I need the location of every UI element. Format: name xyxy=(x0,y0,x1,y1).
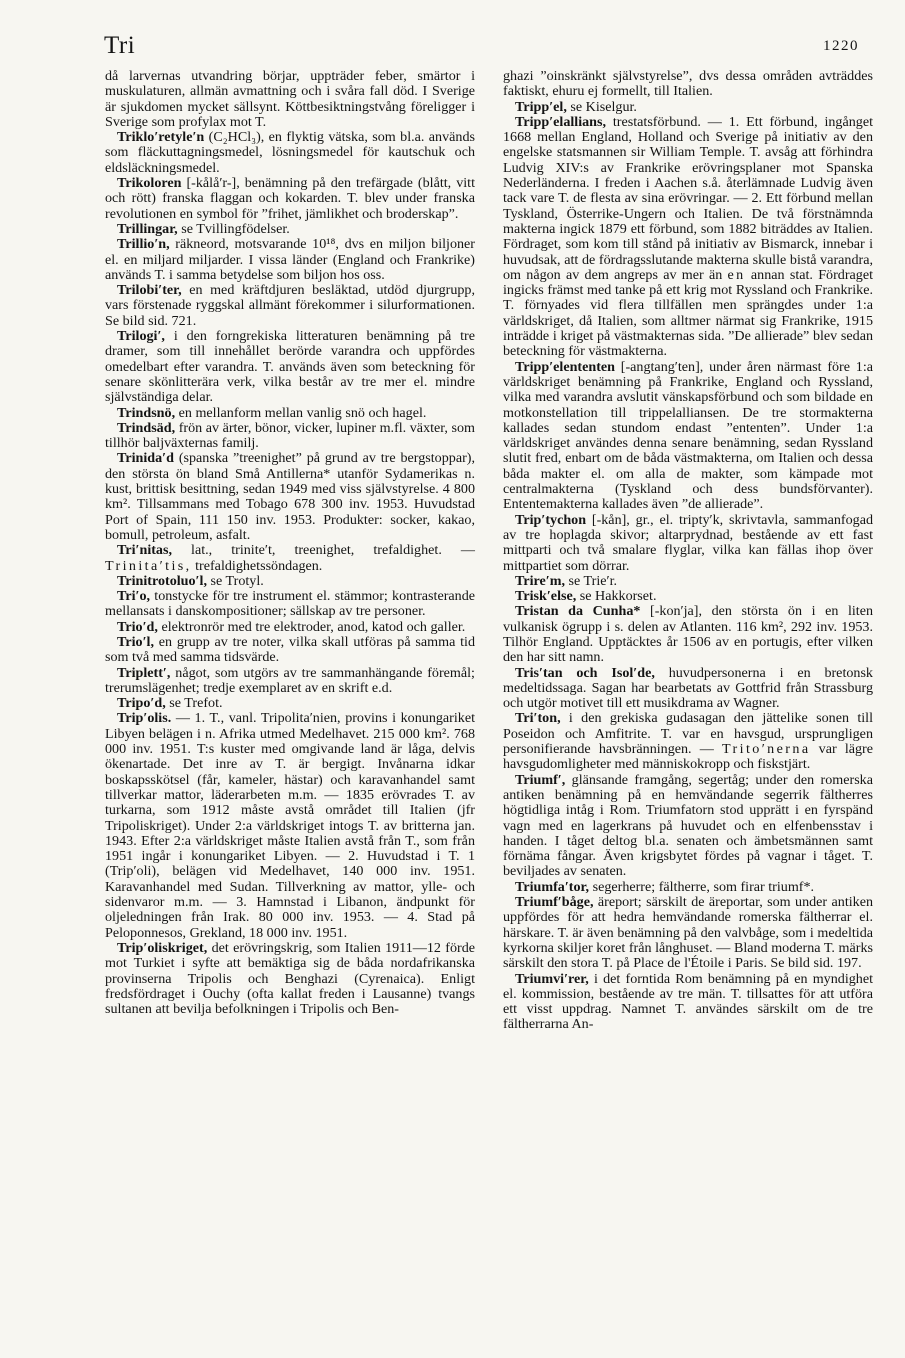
entry-headword: Trilobi′ter, xyxy=(117,282,182,299)
entry-headword: Triumfa′tor, xyxy=(515,878,590,895)
entry-definition: se Trie′r. xyxy=(568,572,618,589)
entry-definition: i den grekiska gudasagan den jättelike sonen till Poseidon och Amfitrite. T. var en havsgud, ursprungligen personifierande havsbränningen. — xyxy=(503,710,873,758)
dictionary-entry xyxy=(503,972,873,1033)
entry-headword: Tri′nitas, xyxy=(117,542,172,559)
entry-definition: en grupp av tre noter, vilka skall utföras på samma tid som två med samma tidsvärde. xyxy=(105,633,475,666)
entry-continuation xyxy=(503,69,873,100)
entry-definition: elektronrör med tre elektroder, anod, katod och galler. xyxy=(161,618,466,635)
dictionary-entry xyxy=(105,620,475,635)
entry-definition: i det forntida Rom benämning på en myndighet el. kommission, bestående av tre män. T. tillsattes för att utföra ett visst uppdrag. Namnet T. användes särskilt om de tre fältherrarna An- xyxy=(503,970,873,1033)
entry-definition: en mellanform mellan vanlig snö och hagel. xyxy=(178,404,427,421)
entry-definition: i den forngrekiska litteraturen benämning på tre dramer, som till innehållet berörde varandra och uppfördes omedelbart efter varandra. T. används även som beteckning för senare skönlitterära verk, vilka består av tre mer el. mindre självständiga delar. xyxy=(105,328,476,406)
entry-definition: [-kålå′r-], benämning på den trefärgade (blått, vitt och rött) franska flaggan och kokarden. T. blev under franska revolutionen en symbol för ”frihet, jämlikhet och broderskap”. xyxy=(105,175,475,222)
entry-definition: något, som utgörs av tre sammanhängande föremål; trerumslägenhet; tredje exemplaret av en skrift e.d. xyxy=(105,664,475,696)
dictionary-entry xyxy=(503,604,873,665)
dictionary-entry xyxy=(105,176,475,222)
entry-definition: räkneord, motsvarande 10¹⁸, dvs en miljon biljoner el. en miljard miljarder. I vissa länder (England och Frankrike) används T. i samma betydelse som biljon hos oss. xyxy=(105,236,475,283)
entry-definition: — 1. T., vanl. Tripolita′nien, provins i konungariket Libyen belägen i n. Afrika utmed Medelhavet. 215 000 km². 768 000 inv. 1951. T:s kuster med omgivande land är låga, delvis ökenartade. Det inre av T. är bergigt. Invånarna idkar boskapsskötsel (får, kameler, hästar) och karavanhandel samt tillverkar mattor, läderarbeten m.m. — 1835 erövrades T. av turkarna, som 1912 måste avstå området till Italien (jfr Tripoliskriget). Under 2:a världskriget intogs T. av britterna jan. 1943. Efter 2:a världskriget måste Italien avstå från T., som från 1951 ingår i konungariket Libyen. — 2. Huvudstad i T. 1 (Trip′oli), belägen vid Medelhavet, 140 000 inv. 1951. Karavanhandel med Sudan. Tillverkning av mattor, ylle- och sidenvaror m.m. — 3. Hamnstad i Libanon, ändpunkt för oljeledningen från Irak. 80 000 inv. 1953. — 4. Stad på Peloponnesos, Grekland, 18 000 inv. 1951. xyxy=(105,710,475,941)
dictionary-entry xyxy=(503,589,873,604)
dictionary-entry xyxy=(503,100,873,115)
entry-headword: Triumvi′rer, xyxy=(515,970,589,987)
entry-headword: Trinida′d xyxy=(117,450,174,467)
entry-definition: [-angtang′ten], under åren närmast före 1:a världskriget benämning på Frankrike, England och Ryssland, vilka med varandra avslutit vänskapsförbund och som bildade en motkonstellation till trippelalliansen. De tre stormakterna kallades sedan stundom endast ”ententen”. Under 1:a världskriget användes denna senare benämning, sedan Ryssland slutit fred, enbart om de båda västmakterna, om Italien och dessa båda makter el. om alla de makter, som kämpade mot centralmakterna (Tyskland och dess bundsförvanter). Ententemakterna kallades även ”de allierade”. xyxy=(503,358,873,513)
right-column xyxy=(503,69,873,1033)
entry-continuation xyxy=(105,69,475,130)
entry-headword: Tripp′elallians, xyxy=(515,113,607,130)
entry-headword: Tristan da Cunha* xyxy=(515,603,641,620)
entry-headword: Trindsäd, xyxy=(117,419,176,436)
entry-headword: Trillio′n, xyxy=(117,236,170,253)
dictionary-entry xyxy=(105,421,475,452)
page-number: 1220 xyxy=(823,38,859,54)
entry-headword: Triumf′båge, xyxy=(515,894,594,911)
entry-definition: tonstycke för tre instrument el. stämmor; kontrasterande mellansats i danskompositioner; sällskap av tre personer. xyxy=(105,588,475,620)
spaced-term: Trito′nerna xyxy=(722,741,811,758)
entry-headword: Tripp′el, xyxy=(515,98,567,115)
dictionary-entry xyxy=(105,130,475,176)
spaced-term: en xyxy=(727,266,746,283)
entry-definition: se Trefot. xyxy=(169,695,223,712)
entry-definition: (C₂HCl₃), en flyktig vätska, som bl.a. används som fläckuttagningsmedel, lösningsmedel för kautschuk och eldsläckningsmedel. xyxy=(105,129,475,176)
entry-headword: Trisk′else, xyxy=(515,588,577,605)
dictionary-entry xyxy=(105,283,475,329)
entry-headword: Tripo′d, xyxy=(117,695,166,712)
dictionary-entry xyxy=(503,115,873,360)
entry-definition: då larvernas utvandring börjar, uppträder feber, smärtor i muskulaturen, allmän avmattning och i svåra fall död. I Sverige är sjukdomen mycket sällsynt. Köttbesiktningstvång föreligger i Sverige som profylax mot T. xyxy=(105,68,475,130)
entry-definition: glänsande framgång, segertåg; under den romerska antiken benämning på en hemvändande segerrik fältherres högtidliga intåg i Rom. Triumfatorn stod upprätt i en fyrspänd vagn med en lagerkrans på huvudet och en elfenbensstav i handen. I tåget deltog bl.a. senaten och ämbetsmännen samt förnäma fångar. Även krigsbytet fördes på vagnar i tåget. T. beviljades av senaten. xyxy=(503,771,873,880)
dictionary-entry xyxy=(503,880,873,895)
entry-headword: Tris′tan och Isol′de, xyxy=(515,664,655,681)
dictionary-entry xyxy=(503,711,873,772)
entry-headword: Trire′m, xyxy=(515,572,566,589)
entry-definition-tail: var lägre havsgudomligheter med människokropp och fiskstjärt. xyxy=(503,741,873,773)
entry-definition: ghazi ”oinskränkt självstyrelse”, dvs dessa områden avträddes faktiskt, ehuru ej formellt, till Italien. xyxy=(503,68,873,100)
guide-word: Tri xyxy=(104,32,136,59)
entry-definition: se Trotyl. xyxy=(210,572,264,589)
entry-headword: Trip′oliskriget, xyxy=(117,939,208,956)
entry-definition: huvudpersonerna i en bretonsk medeltidssaga. Sagan har bearbetats av Gottfrid från Strassburg och utgör motivet till ett musikdrama av Wagner. xyxy=(503,664,873,712)
dictionary-entry xyxy=(105,941,475,1017)
entry-definition: se Kiselgur. xyxy=(570,98,637,115)
dictionary-entry xyxy=(503,360,873,513)
entry-headword: Tri′o, xyxy=(117,588,151,605)
dictionary-entry xyxy=(105,574,475,589)
dictionary-entry xyxy=(105,635,475,666)
dictionary-entry xyxy=(105,451,475,543)
dictionary-entry xyxy=(105,711,475,940)
entry-headword: Trinitrotoluo′l, xyxy=(117,572,207,589)
dictionary-entry xyxy=(503,895,873,971)
entry-definition: frön av ärter, bönor, vicker, lupiner m.fl. växter, som tillhör baljväxternas familj. xyxy=(105,419,475,452)
dictionary-entry xyxy=(105,589,475,620)
dictionary-entry xyxy=(105,237,475,283)
entry-headword: Trillingar, xyxy=(117,220,178,237)
dictionary-entry xyxy=(503,666,873,712)
dictionary-entry xyxy=(105,666,475,697)
entry-definition: se Hakkorset. xyxy=(579,588,657,605)
entry-headword: Tripp′elententen xyxy=(515,358,616,375)
entry-headword: Trindsnö, xyxy=(117,404,176,421)
page-header xyxy=(104,32,859,68)
entry-definition: det erövringskrig, som Italien 1911—12 förde mot Turkiet i syfte att bemäktiga sig de båda nordafrikanska provinserna Tripolis och Benghazi (Cyrenaica). Enligt fredsfördraget i Ouchy (ofta kallat freden i Lausanne) tvangs sultanen att bevilja befolkningen i Tripolis och Ben- xyxy=(105,939,475,1018)
entry-definition: [-kån], gr., el. tripty′k, skrivtavla, sammanfogad av tre hoplagda skivor; altarprydnad, bestående av ett fast mittparti och två smalare flyglar, vilka kan fällas ihop över mittpartiet som dörrar. xyxy=(503,511,873,574)
entry-headword: Trikoloren xyxy=(117,175,182,192)
entry-headword: Triumf′, xyxy=(515,771,566,788)
entry-definition: [-kon′ja], den största ön i en liten vulkanisk ögrupp i s. delen av Atlanten. 116 km², 292 inv. 1953. Tilhör England. Upptäcktes år 1506 av en portugis, efter vilken den har sitt namn. xyxy=(503,603,873,666)
entry-definition: en med kräftdjuren besläktad, utdöd djurgrupp, vars förstenade ryggskal allmänt förekommer i silurformationen. Se bild sid. 721. xyxy=(105,282,475,329)
entry-definition: äreport; särskilt de äreportar, som under antiken uppfördes för att hedra hemvändande romerska fältherrar el. härskare. T. är även benämning på den valvbåge, som i medeltida kyrkorna skiljer koret från långhuset. — Bland moderna T. märks särskilt den stora T. på Place de l'Étoile i Paris. Se bild sid. 197. xyxy=(503,894,873,972)
entry-headword: Trio′d, xyxy=(117,618,158,635)
dictionary-entry xyxy=(105,406,475,421)
dictionary-entry xyxy=(503,513,873,574)
entry-definition: trestatsförbund. — 1. Ett förbund, ingånget 1668 mellan England, Holland och Sverige på initiativ av den engelske statsmannen sir William Temple. T. avsåg att förhindra Ludvig XIV:s av Frankrike erövringsplaner mot Spanska Nederländerna. I freden i Aachen s.å. återlämnade Ludvig även tack vare T. de flesta av sina erövringar. — 2. Ett förbund mellan Tyskland, Österrike-Ungern och Italien. De två förstnämnda makterna ingick 1879 ett förbund, som 1882 biträddes av Italien. Fördraget, som kom till stånd på initiativ av Bismarck, innebar i huvudsak, att de fördragsslutande makterna skulle bistå varandra, om någon av dem angreps av mer än xyxy=(503,113,873,283)
entry-definition: (spanska ”treenighet” på grund av tre bergstoppar), den största ön bland Små Antillerna* utanför Sydamerikas n. kust, brittisk besittning, sedan 1949 med viss självstyrelse. 4 800 km². Tillsammans med Tobago 678 300 inv. 1953. Huvudstad Port of Spain, 111 150 inv. 1953. Produkter: socker, kakao, bomull, petroleum, asfalt. xyxy=(105,450,475,543)
left-column xyxy=(105,69,475,1017)
entry-definition-tail: trefaldighetssöndagen. xyxy=(195,557,323,574)
spaced-term: Trinita′tis, xyxy=(105,557,192,574)
entry-headword: Triklo′retyle′n xyxy=(117,129,205,146)
entry-definition: segerherre; fältherre, som firar triumf*. xyxy=(592,878,815,895)
dictionary-entry xyxy=(105,543,475,574)
entry-headword: Trilogi′, xyxy=(117,328,165,345)
entry-definition: se Tvillingfödelser. xyxy=(181,220,290,237)
entry-headword: Trio′l, xyxy=(117,633,154,650)
entry-definition: lat., trinite′t, treenighet, trefaldighet. — xyxy=(191,542,475,559)
entry-headword: Triplett′, xyxy=(117,664,171,681)
entry-headword: Trip′olis. xyxy=(117,710,172,727)
dictionary-entry xyxy=(105,222,475,237)
dictionary-entry xyxy=(105,696,475,711)
dictionary-entry xyxy=(503,574,873,589)
entry-headword: Trip′tychon xyxy=(515,511,587,528)
entry-definition-tail: annan stat. Fördraget ingicks främst med tanke på ett krig mot Ryssland och Frankrike. T. förnyades vid flera tillfällen men sprängdes under 1:a världskriget, då Italien, som alltmer närmat sig Frankrike, 1915 inträdde i kriget på västmakternas sida. ”De allierade” blev sedan beteckning för västmakterna. xyxy=(503,266,873,360)
dictionary-entry xyxy=(105,329,475,405)
entry-headword: Tri′ton, xyxy=(515,710,561,727)
dictionary-entry xyxy=(503,773,873,880)
